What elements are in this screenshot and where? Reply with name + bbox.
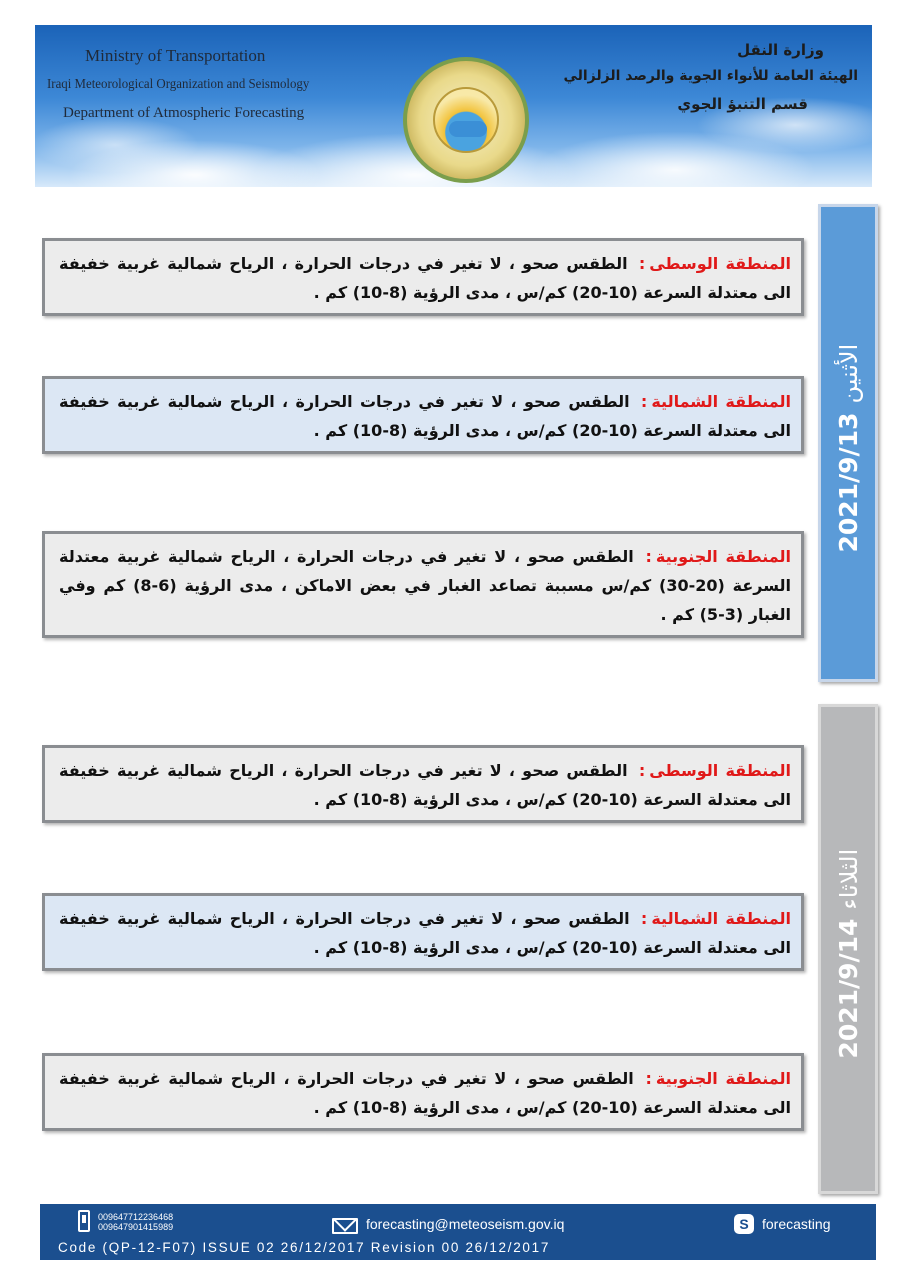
email-link[interactable]: forecasting@meteoseism.gov.iq	[366, 1216, 565, 1232]
forecast-box-day1-north: المنطقة الشمالية: الطقس صحو ، لا تغير في درجات الحرارة ، الرياح شمالية غربية خفيفة الى معتدلة السرعة (10-20) كم/س ، مدى الرؤية (8-10) كم .	[42, 376, 804, 454]
phone-icon	[78, 1210, 90, 1232]
day-label-2	[834, 839, 863, 1059]
region-forecast: الطقس صحو ، لا تغير في درجات الحرارة ، الرياح شمالية غربية خفيفة الى معتدلة السرعة (10-20) كم/س ، مدى الرؤية (8-10) كم .	[59, 1069, 791, 1117]
day-date-1: 2021/9/13	[833, 412, 863, 553]
day-label-1	[834, 334, 863, 553]
forecast-box-day1-south: المنطقة الجنوبية: الطقس صحو ، لا تغير في درجات الحرارة ، الرياح شمالية غربية معتدلة السرعة (20-30) كم/س مسببة تصاعد الغبار في بعض الاماكن ، مدى الرؤية (6-8) كم وفي الغبار (3-5) كم .	[42, 531, 804, 638]
region-name: المنطقة الشمالية	[651, 392, 791, 411]
skype-icon: S	[734, 1214, 754, 1234]
skype-handle[interactable]: forecasting	[762, 1216, 831, 1232]
phone-numbers	[98, 1212, 173, 1232]
sun-icon	[433, 87, 499, 153]
forecast-box-day2-south: المنطقة الجنوبية: الطقس صحو ، لا تغير في درجات الحرارة ، الرياح شمالية غربية خفيفة الى معتدلة السرعة (10-20) كم/س ، مدى الرؤية (8-10) كم .	[42, 1053, 804, 1131]
region-name: المنطقة الجنوبية	[655, 547, 792, 566]
day-tab-1	[818, 204, 878, 682]
region-forecast: الطقس صحو ، لا تغير في درجات الحرارة ، الرياح شمالية غربية خفيفة الى معتدلة السرعة (10-20) كم/س ، مدى الرؤية (8-10) كم .	[59, 909, 791, 957]
region-name: المنطقة الوسطى	[649, 254, 791, 273]
region-forecast: الطقس صحو ، لا تغير في درجات الحرارة ، الرياح شمالية غربية معتدلة السرعة (20-30) كم/س مسببة تصاعد الغبار في بعض الاماكن ، مدى الرؤية (6-8) كم وفي الغبار (3-5) كم .	[59, 547, 792, 624]
cloud-icon	[449, 121, 487, 137]
phone-number-2: 009647901415989	[98, 1222, 174, 1232]
region-forecast: الطقس صحو ، لا تغير في درجات الحرارة ، الرياح شمالية غربية خفيفة الى معتدلة السرعة (10-20) كم/س ، مدى الرؤية (8-10) كم .	[59, 392, 791, 440]
day-tab-2	[818, 704, 878, 1194]
department-name-ar: قسم التنبؤ الجوي	[677, 95, 808, 113]
forecast-box-day2-north: المنطقة الشمالية: الطقس صحو ، لا تغير في درجات الحرارة ، الرياح شمالية غربية خفيفة الى معتدلة السرعة (10-20) كم/س ، مدى الرؤية (8-10) كم .	[42, 893, 804, 971]
mail-icon	[332, 1218, 358, 1234]
forecast-box-day2-central: المنطقة الوسطى: الطقس صحو ، لا تغير في درجات الحرارة ، الرياح شمالية غربية خفيفة الى معتدلة السرعة (10-20) كم/س ، مدى الرؤية (8-10) كم .	[42, 745, 804, 823]
header-arabic	[558, 37, 858, 119]
region-forecast: الطقس صحو ، لا تغير في درجات الحرارة ، الرياح شمالية غربية خفيفة الى معتدلة السرعة (10-20) كم/س ، مدى الرؤية (8-10) كم .	[59, 761, 791, 809]
organization-name-ar: الهيئة العامة للأنواء الجوية والرصد الزلزالي	[563, 68, 858, 84]
footer-bar	[40, 1204, 876, 1260]
phone-number-1: 009647712236468	[98, 1212, 174, 1222]
region-name: المنطقة الشمالية	[651, 909, 791, 928]
day-date-2: 2021/9/14	[833, 918, 863, 1059]
ministry-name-en: Ministry of Transportation	[85, 46, 266, 65]
region-name: المنطقة الوسطى	[649, 761, 791, 780]
organization-logo	[403, 57, 529, 183]
organization-name-en: Iraqi Meteorological Organization and Seismology	[47, 77, 310, 92]
header-banner	[35, 25, 872, 187]
region-forecast: الطقس صحو ، لا تغير في درجات الحرارة ، الرياح شمالية غربية خفيفة الى معتدلة السرعة (10-20) كم/س ، مدى الرؤية (8-10) كم .	[59, 254, 791, 302]
day-weekday-1: الأثنين	[834, 343, 863, 404]
department-name-en: Department of Atmospheric Forecasting	[63, 105, 305, 121]
day-weekday-2: الثلاثاء	[834, 849, 863, 911]
document-code-line: Code (QP-12-F07) ISSUE 02 26/12/2017 Revision 00 26/12/2017	[58, 1240, 551, 1255]
region-name: المنطقة الجنوبية	[655, 1069, 791, 1088]
header-english	[47, 41, 347, 128]
forecast-box-day1-central: المنطقة الوسطى: الطقس صحو ، لا تغير في درجات الحرارة ، الرياح شمالية غربية خفيفة الى معتدلة السرعة (10-20) كم/س ، مدى الرؤية (8-10) كم .	[42, 238, 804, 316]
ministry-name-ar: وزارة النقل	[737, 41, 824, 59]
